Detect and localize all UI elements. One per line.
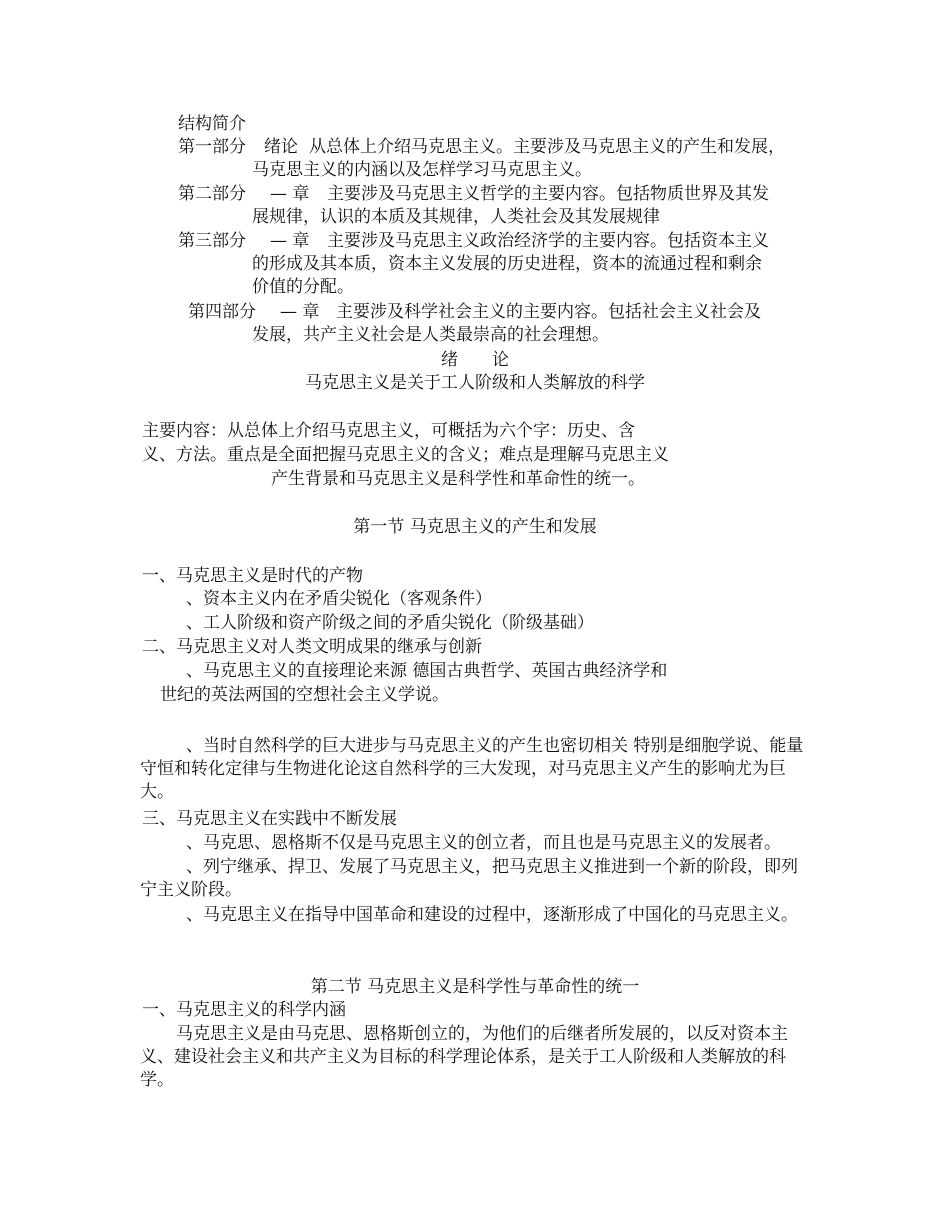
section2-heading-1: 一、马克思主义的科学内涵 [142,1000,346,1020]
part2-chapter: — 章 [270,184,310,204]
section1-item-3-3: 、马克思主义在指导中国革命和建设的过程中，逐渐形成了中国化的马克思主义。 [186,905,798,925]
intro-subtitle: 马克思主义是关于工人阶级和人类解放的科学 [305,373,645,393]
section1-item-2-2: 、当时自然科学的巨大进步与马克思主义的产生也密切相关 特别是细胞学说、能量守恒和转化定律与生物进化论这自然科学的三大发现，对马克思主义产生的影响尤为巨大。 [140,736,804,802]
part1-label: 第一部分 [178,137,246,157]
section1-item-1-1: 、资本主义内在矛盾尖锐化（客观条件） [186,589,492,609]
part2-line1: 主要涉及马克思主义哲学的主要内容。包括物质世界及其发 [327,184,769,204]
section1-heading-1: 一、马克思主义是时代的产物 [142,566,363,586]
intro-summary-line1: 主要内容：从总体上介绍马克思主义，可概括为六个字：历史、含 [142,421,635,441]
section1-title: 第一节 马克思主义的产生和发展 [353,517,597,537]
part2-label: 第二部分 [178,184,246,204]
part3-line1: 主要涉及马克思主义政治经济学的主要内容。包括资本主义 [327,231,769,251]
part3-chapter: — 章 [270,231,310,251]
part1-chapter: 绪论 [264,137,298,157]
intro-summary-line2: 义、方法。重点是全面把握马克思主义的含义；难点是理解马克思主义 [142,445,669,465]
structure-heading: 结构简介 [178,114,246,134]
part2-line2: 展规律，认识的本质及其规律，人类社会及其发展规律 [252,207,660,227]
section1-item-3-1: 、马克思、恩格斯不仅是马克思主义的创立者，而且也是马克思主义的发展者。 [186,833,781,853]
section1-item-2-1-line1: 、马克思主义的直接理论来源 德国古典哲学、英国古典经济学和 [186,661,668,681]
part4-chapter: — 章 [280,302,320,322]
part3-line3: 价值的分配。 [252,277,354,297]
section1-item-3-2: 、列宁继承、捍卫、发展了马克思主义，把马克思主义推进到一个新的阶段，即列宁主义阶段。 [140,857,798,900]
section2-paragraph-1: 马克思主义是由马克思、恩格斯创立的，为他们的后继者所发展的，以反对资本主义、建设社会主义和共产主义为目标的科学理论体系，是关于工人阶级和人类解放的科学。 [140,1024,788,1090]
section1-item-2-1-line2: 世纪的英法两国的空想社会主义学说。 [160,685,449,705]
section1-heading-3: 三、马克思主义在实践中不断发展 [142,809,397,829]
part1-line1: 从总体上介绍马克思主义。主要涉及马克思主义的产生和发展， [309,137,785,157]
part4-line2: 发展，共产主义社会是人类最崇高的社会理想。 [252,325,609,345]
part1-line2: 马克思主义的内涵以及怎样学习马克思主义。 [252,160,592,180]
intro-title: 绪 论 [441,350,509,370]
intro-summary-line3: 产生背景和马克思主义是科学性和革命性的统一。 [271,469,645,489]
part4-line1: 主要涉及科学社会主义的主要内容。包括社会主义社会及 [336,302,761,322]
part3-label: 第三部分 [178,231,246,251]
part3-line2: 的形成及其本质，资本主义发展的历史进程，资本的流通过程和剩余 [252,254,762,274]
part4-label: 第四部分 [188,302,256,322]
section2-title: 第二节 马克思主义是科学性与革命性的统一 [310,977,640,997]
section1-heading-2: 二、马克思主义对人类文明成果的继承与创新 [142,637,482,657]
section1-item-1-2: 、工人阶级和资产阶级之间的矛盾尖锐化（阶级基础） [186,613,594,633]
